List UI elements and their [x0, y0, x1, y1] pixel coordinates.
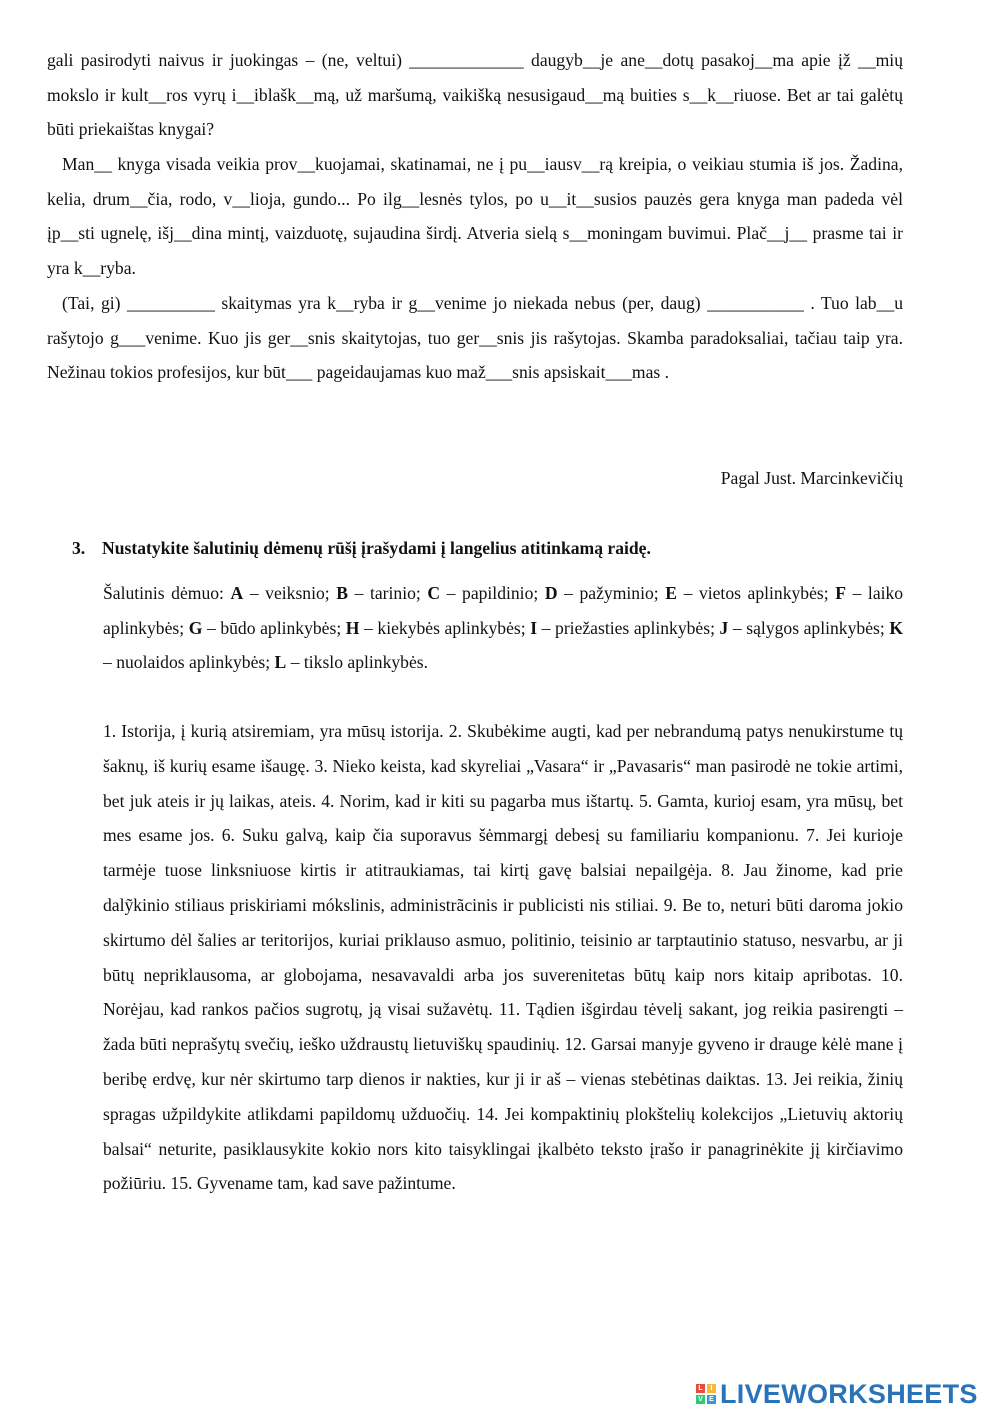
legend-text-j: – sąlygos aplinkybės;	[732, 617, 885, 638]
logo-text: LIVEWORKSHEETS	[720, 1379, 978, 1409]
legend-letter-d: D	[544, 583, 558, 603]
logo-mark-cell: L	[696, 1384, 705, 1393]
legend-letter-k: K	[889, 617, 903, 638]
liveworksheets-logo	[696, 1378, 978, 1410]
legend-text-h: – kiekybės aplinkybės;	[364, 617, 526, 638]
legend-text-l: – tikslo aplinkybės.	[290, 652, 429, 673]
legend-text-f: – laiko aplinkybės;	[103, 583, 904, 638]
legend-text-b: – tarinio;	[354, 583, 421, 603]
legend-letter-b: B	[336, 583, 349, 603]
legend-letter-a: A	[230, 583, 244, 603]
passage-paragraph-3: (Tai, gi) __________ skaitymas yra k__ryba ir g__venime jo niekada nebus (per, daug) ___________ . Tuo lab__u rašytojo g___venime. Kuo jis ger__snis skaitytojas, tuo ger__snis jis rašytojas. Skamba paradoksaliai, tačiau taip yra. Nežinau tokios profesijos, kur būt___ pageidaujamas kuo maž___snis apsiskait___mas .	[47, 293, 903, 383]
task-number: 3.	[72, 538, 86, 558]
legend-text-a: – veiksnio;	[249, 583, 330, 603]
legend-text-g: – būdo aplinkybės;	[206, 617, 342, 638]
passage-paragraph-1: gali pasirodyti naivus ir juokingas – (ne, veltui) _____________ daugyb__je ane__dotų pasakoj__ma apie įž __mių mokslo ir kult__ros vyrų i__iblašk__mą, už maršumą, vaikišką nesusigaud__mą buities s__k__riuose. Bet ar tai galėtų būti priekaištas knygai?	[47, 50, 903, 140]
legend-text-k: – nuolaidos aplinkybės;	[103, 652, 271, 673]
logo-mark-cell: E	[707, 1395, 716, 1404]
passage-paragraph-2: Man__ knyga visada veikia prov__kuojamai, skatinamai, ne į pu__iausv__rą kreipia, o veikiau stumia iš jos. Žadina, kelia, drum__čia, rodo, v__lioja, gundo... Po ilg__lesnės tylos, po u__it__susios pauzės gera knyga man padeda vėl įp__sti ugnelę, išj__dina mintį, vaizduotę, sujaudina širdį. Atveria sielą s__moningam buvimui. Plač__j__ prasme tai ir yra k__ryba.	[47, 154, 903, 278]
legend-letter-e: E	[665, 583, 677, 603]
legend-letter-f: F	[835, 583, 846, 603]
legend-letter-c: C	[427, 583, 441, 603]
exercise-sentences: 1. Istorija, į kurią atsiremiam, yra mūsų istorija. 2. Skubėkime augti, kad per nebrandumą patys nenukirstume tų šaknų, iš kurių esame išaugę. 3. Nieko keista, kad skyreliai „Vasara“ ir „Pavasaris“ man pasirodė ne tokie artimi, bet juk ateis ir jų laikas, ateis. 4. Norim, kad ir kiti su pagarba mus ištartų. 5. Gamta, kurioj esam, yra mūsų, bet mes esame jos. 6. Suku galvą, kaip čia suporavus šėmmargį debesį su familiariu kompanionu. 7. Jei kurioje tarmėje tuose linksniuose kirtis ir atitraukiamas, tai kirtį gavę balsiai nepailgėja. 8. Jau žinome, kad prie dalỹkinio stiliaus priskiriami mókslinis, administrãcinis ir publicisti nis stiliai. 9. Be to, neturi būti daroma jokio skirtumo dėl šalies ar teritorijos, kuriai priklauso asmuo, politinio, teisinio ar tarptautinio statuso, nesvarbu, ar ji būtų nepriklausoma, ar globojama, nesavavaldi arba jos suverenitetas būtų kaip nors kitaip apribotas. 10. Norėjau, kad rankos pačios sugrotų, ją visai sužavėtų. 11. Tądien išgirdau tėvelį sakant, jog reikia pasirengti – žada būti neprašytų svečių, ieško uždraustų lietuviškų spaudinių. 12. Garsai manyje gyveno ir drauge kėlė mane į beribę erdvę, kur nėr skirtumo tarp dienos ir nakties, kur ji ir aš – vienas stebėtinas daiktas. 13. Jei reikia, žinių spragas užpildykite atlikdami papildomų užduočių. 14. Jei kompaktinių plokštelių kolekcijos „Lietuvių aktorių balsai“ neturite, pasiklausykite kokio nors kito taisyklingai įkalbėto teksto įrašo ir panagrinėkite jį kirčiavimo požiūriu. 15. Gyvename tam, kad save pažintume.	[103, 721, 903, 1194]
legend-letter-l: L	[274, 652, 287, 673]
legend-text-e: – vietos aplinkybės;	[683, 583, 829, 603]
logo-mark-cell: I	[707, 1384, 716, 1393]
logo-mark-icon	[696, 1384, 716, 1404]
legend-text-i: – priežasties aplinkybės;	[541, 617, 715, 638]
legend-intro: Šalutinis dėmuo:	[103, 583, 224, 603]
task-title-text: Nustatykite šalutinių dėmenų rūšį įrašydami į langelius atitinkamą raidę.	[102, 538, 651, 558]
legend-letter-i: I	[530, 617, 538, 638]
passage-source: Pagal Just. Marcinkevičių	[720, 468, 903, 488]
legend-letter-h: H	[345, 617, 360, 638]
legend-letter-g: G	[188, 617, 203, 638]
legend-letter-j: J	[719, 617, 729, 638]
task-3-title	[72, 531, 651, 565]
legend-text-c: – papildinio;	[446, 583, 539, 603]
logo-mark-cell: V	[696, 1395, 705, 1404]
legend-text-d: – pažyminio;	[564, 583, 659, 603]
clause-type-legend	[103, 576, 903, 680]
